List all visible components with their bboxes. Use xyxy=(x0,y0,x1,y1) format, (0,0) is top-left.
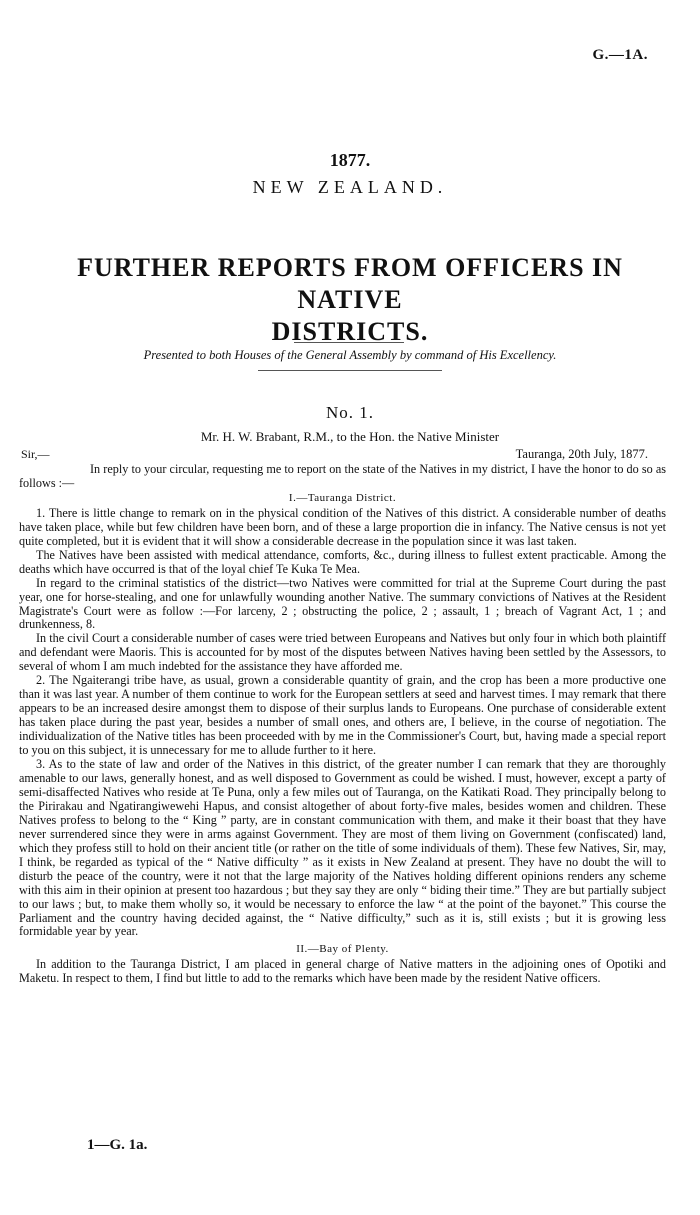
presented-line: Presented to both Houses of the General Assembly by command of His Excellency. xyxy=(143,348,557,362)
document-reference: G.—1A. xyxy=(592,47,648,63)
place-date: Tauranga, 20th July, 1877. xyxy=(515,447,648,461)
paragraph-intro: In reply to your circular, requesting me to report on the state of the Natives in my district, I have the honor to do so as follows :— xyxy=(19,462,666,490)
document-title xyxy=(30,252,670,348)
paragraph-2: The Natives have been assisted with medical attendance, comforts, &c., during illness to fullest extent practicable. Among the deaths which have occurred is that of the loyal chief Te Kuka Te Mea. xyxy=(19,547,666,576)
section-heading-bay-of-plenty: II.—Bay of Plenty. xyxy=(296,943,389,956)
document-country: NEW ZEALAND. xyxy=(252,177,448,197)
paragraph-5: 2. The Ngaiterangi tribe have, as usual, grown a considerable quantity of grain, and the crop has been a more productive one than it was last year. A number of them continue to work for the European settlers at seed and harvest times. I may remark that there appears to be an increased desire amongst them to dispose of their surplus lands to Europeans. One purchase of considerable extent has taken place during the past year, besides a number of small ones, and others are, I believe, in the course of negotiation. The individualization of the Native titles has been proceeded with by me in the Commissioner's Court, but, having made a special report to you on this subject, it is unnecessary for me to allude further to it here. xyxy=(19,673,666,758)
letter-from-line: Mr. H. W. Brabant, R.M., to the Hon. the Native Minister xyxy=(200,429,500,444)
presented-divider xyxy=(258,370,442,371)
paragraph-7: In addition to the Tauranga District, I am placed in general charge of Native matters in the adjoining ones of Opotiki and Maketu. In respect to them, I find but little to add to the remarks which have been made by the resident Native officers. xyxy=(19,957,666,986)
paragraph-1: 1. There is little change to remark on in the physical condition of the Natives of this district. A considerable number of deaths have taken place, while but few children have been born, and of these a large proportion die in infancy. The Native census is not yet quite completed, but it is evident that it will show a considerable decrease in the population since it was last taken. xyxy=(19,505,666,548)
title-divider xyxy=(294,342,404,343)
title-line-1: FURTHER REPORTS FROM OFFICERS IN NATIVE xyxy=(77,253,623,314)
page-signature: 1—G. 1a. xyxy=(87,1137,148,1153)
title-line-2: DISTRICTS. xyxy=(271,317,429,346)
paragraph-6: 3. As to the state of law and order of the Natives in this district, of the greater number I can remark that they are thoroughly amenable to our laws, generally honest, and as well disposed to Government as could be wished. I must, however, except a party of semi-disaffected Natives who reside at Te Puna, only a few miles out of Tauranga, on the Katikati Road. They principally belong to the Pirirakau and Ngatirangiwewehi Hapus, and consist altogether of about forty-five males, besides women and children. These Natives profess to belong to the “ King ” party, are in constant communication with them, and make it their boast that they have never surrendered since they were in arms against Government. They are most of them living on Government (confiscated) land, which they profess still to hold on their ancient title (or rather on the title of some individuals of them). These few Natives, Sir, may, I think, be regarded as typical of the “ Native difficulty ” as it exists in New Zealand at present. They have no doubt the will to disturb the peace of the country, were it not that the large majority of the Natives holding different opinions renders any scheme with this aim in their opinion at present too hazardous ; but they say they are only “ biding their time.” They are but partially subject to our laws ; but, to make them wholly so, it would be necessary to enforce the law “ at the point of the bayonet.” This course the Parliament and the country having decided against, the “ Native difficulty,” such as it is, still exists ; but it is growing less formidable year by year. xyxy=(19,757,666,939)
salutation: Sir,— xyxy=(21,447,50,461)
paragraph-3: In regard to the criminal statistics of the district—two Natives were committed for trial at the Supreme Court during the past year, one for horse-stealing, and one for unlawfully wounding another Native. The summary convictions of Natives at the Resident Magistrate's Court were as follow :—For larceny, 2 ; obstructing the police, 2 ; assault, 1 ; breach of Vagrant Act, 1 ; and drunkenness, 8. xyxy=(19,575,666,632)
section-heading-tauranga: I.—Tauranga District. xyxy=(288,491,397,504)
letter-body xyxy=(19,463,666,986)
paragraph-4: In the civil Court a considerable number of cases were tried between Europeans and Natives but only four in which both plaintiff and defendant were Maoris. This is accounted for by most of the disputes between Natives having been settled by the Assessors, to several of whom I am much indebted for the assistance they have afforded me. xyxy=(19,631,666,674)
letter-number: No. 1. xyxy=(325,403,375,422)
document-year: 1877. xyxy=(329,150,371,170)
